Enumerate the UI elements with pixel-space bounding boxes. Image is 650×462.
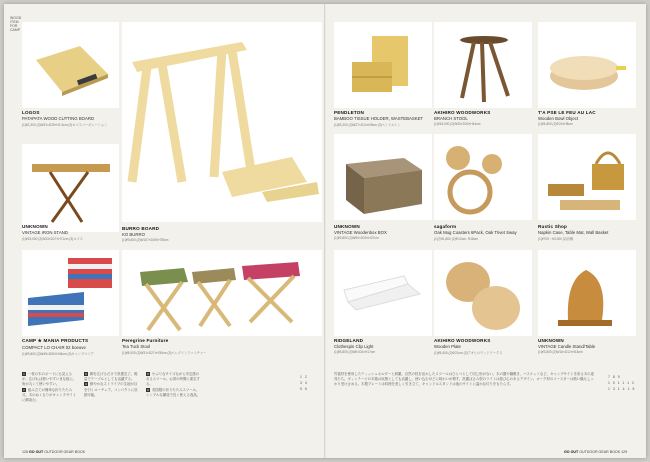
photo-cutting-board bbox=[22, 22, 119, 108]
footer-left: 128 GO OUT OUTDOOR GEAR BOOK bbox=[22, 450, 86, 454]
caption-tea-stool: Peregrine Furniture Tea Tuck Stool (1)¥8,000 (2)W31×D27×H30cm (3)ペレグリンファニチャー bbox=[122, 338, 207, 355]
photo-lo-chair bbox=[22, 250, 119, 336]
photo-wooden-bowl bbox=[538, 22, 636, 108]
photo-wooden-box bbox=[334, 134, 432, 220]
photo-coasters bbox=[434, 134, 532, 220]
photo-basket bbox=[538, 134, 636, 220]
caption-coasters: sagaform Oak Mug Coasters 6Pack, Oak Trivet Sway (1)各¥1,800 (2)Φ10cm, Φ18cm bbox=[434, 224, 517, 241]
notes-col-1: 1 一枚の木のボードにも見えるが、広げれば使いやすいまな板に。角が丸くて使いやすい。 2 組み立てが簡単な折りたたみ式。木のぬくもりがキャンプサイトに馴染む。 bbox=[22, 372, 77, 403]
corner-tag: WOOD ITEM FOR CAMP bbox=[10, 16, 22, 32]
notes-col-2: 3 脚を広げるだけで設置完了。軽量でテーブルとしても活躍する。 4 鮮やかなストライプの生地が目を引くローチェア。コンパクトに収納可能。 bbox=[84, 372, 138, 397]
caption-candle-stand: UNKNOWN VINTAGE Candle Stand/Table (1)¥3,800 (2)W16×D12×H15cm bbox=[538, 338, 596, 354]
caption-tissue-holder: PENDLETON BAMBOO TISSUE HOLDER, WASTEBASKET (1)¥3,200 (2)W27×D14×H9cm (3)ペンドルトン bbox=[334, 110, 424, 127]
photo-ko-burro bbox=[122, 22, 322, 222]
caption-basket: Rustic Shop Napkin Case, Table Mat, Wall Basket (1)¥700〜¥3,000 (2)各種 bbox=[538, 224, 609, 241]
footer-right: GO OUT OUTDOOR GEAR BOOK 129 bbox=[564, 450, 628, 454]
photo-index-left: 12 34 56 bbox=[300, 375, 310, 391]
caption-ko-burro: BURRO BOARD KO BURRO (1)¥9,800 (2)W107×D49×H78cm bbox=[122, 226, 169, 242]
photo-plates bbox=[434, 250, 532, 336]
caption-wooden-box: UNKNOWN VINTAGE Woodenbox BOX (1)¥9,800 (2)W50×D30×H27cm bbox=[334, 224, 387, 240]
photo-branch-stool bbox=[434, 22, 532, 108]
caption-clip-light: RIDGELAND Clothespin Clip Light (1)¥5,800 (2)W6×D4×H17cm bbox=[334, 338, 376, 354]
photo-candle-stand bbox=[538, 250, 636, 336]
page-gutter bbox=[324, 4, 326, 458]
photo-clip-light bbox=[334, 250, 432, 336]
notes-right: 竹素材を使用したティッシュホルダーと屑籠。自然の枝を活かしたスツールはひとつとして同じ形がない。木の器や鍋敷き、バスケットなど、キャンプサイトを彩る木の道具たち。ヴィンテージの木箱は収納としても活躍し、使い込むほどに味わいが増す。洗濯ばさみ型のライトは遊び心のあるデザイン。オーク材のコースターは熱い鍋もしっかり受け止める。木製プレートは料理を美しく引き立て、キャンドルスタンドは夜のサイトに温かな灯りをもたらす。 bbox=[334, 372, 594, 387]
photo-index-right: 789 101112 131415 bbox=[608, 375, 638, 391]
magazine-spread bbox=[4, 4, 646, 458]
caption-wooden-bowl: T'A PSE LE FEU AU LAC Wooden Bowl Object (1)¥4,800 (2)Φ24×H8cm bbox=[538, 110, 596, 126]
caption-iron-stand: UNKNOWN VINTAGE IRON STAND (1)¥15,000 (2)W33×D27×H71cm (3)ロゴス bbox=[22, 224, 83, 241]
photo-tea-stool bbox=[122, 250, 322, 336]
photo-tissue-holder bbox=[334, 22, 432, 108]
caption-lo-chair: CAMP ★ MANIA PRODUCTS COMPACT LO CHAIR 02 boeuve (1)¥9,800 (2)W45×D50×H46cm (3)キャンプマニア bbox=[22, 338, 94, 356]
photo-iron-stand bbox=[22, 144, 119, 232]
caption-plates: AKIHIRO WOODWORKS Wooden Plate (1)¥5,400 (2)Φ21cm (3)アキヒロウッドワークス bbox=[434, 338, 503, 355]
notes-col-3: 5 小ぶりなサイズながら安定感のあるスツール。お茶の時間に重宝する。 6 英国製の折りたたみスツール。シンプルな構造で長く使える逸品。 bbox=[146, 372, 201, 397]
caption-branch-stool: AKIHIRO WOODWORKS BRANCH STOOL (1)¥16,000 (2)W30×D30×H44cm bbox=[434, 110, 491, 126]
caption-cutting-board: LOGOS PATAPATA WOOD CUTTING BOARD (1)¥2,300 (2)W31×D25×H1.5cm (3)ロゴスコーポレーション bbox=[22, 110, 108, 127]
